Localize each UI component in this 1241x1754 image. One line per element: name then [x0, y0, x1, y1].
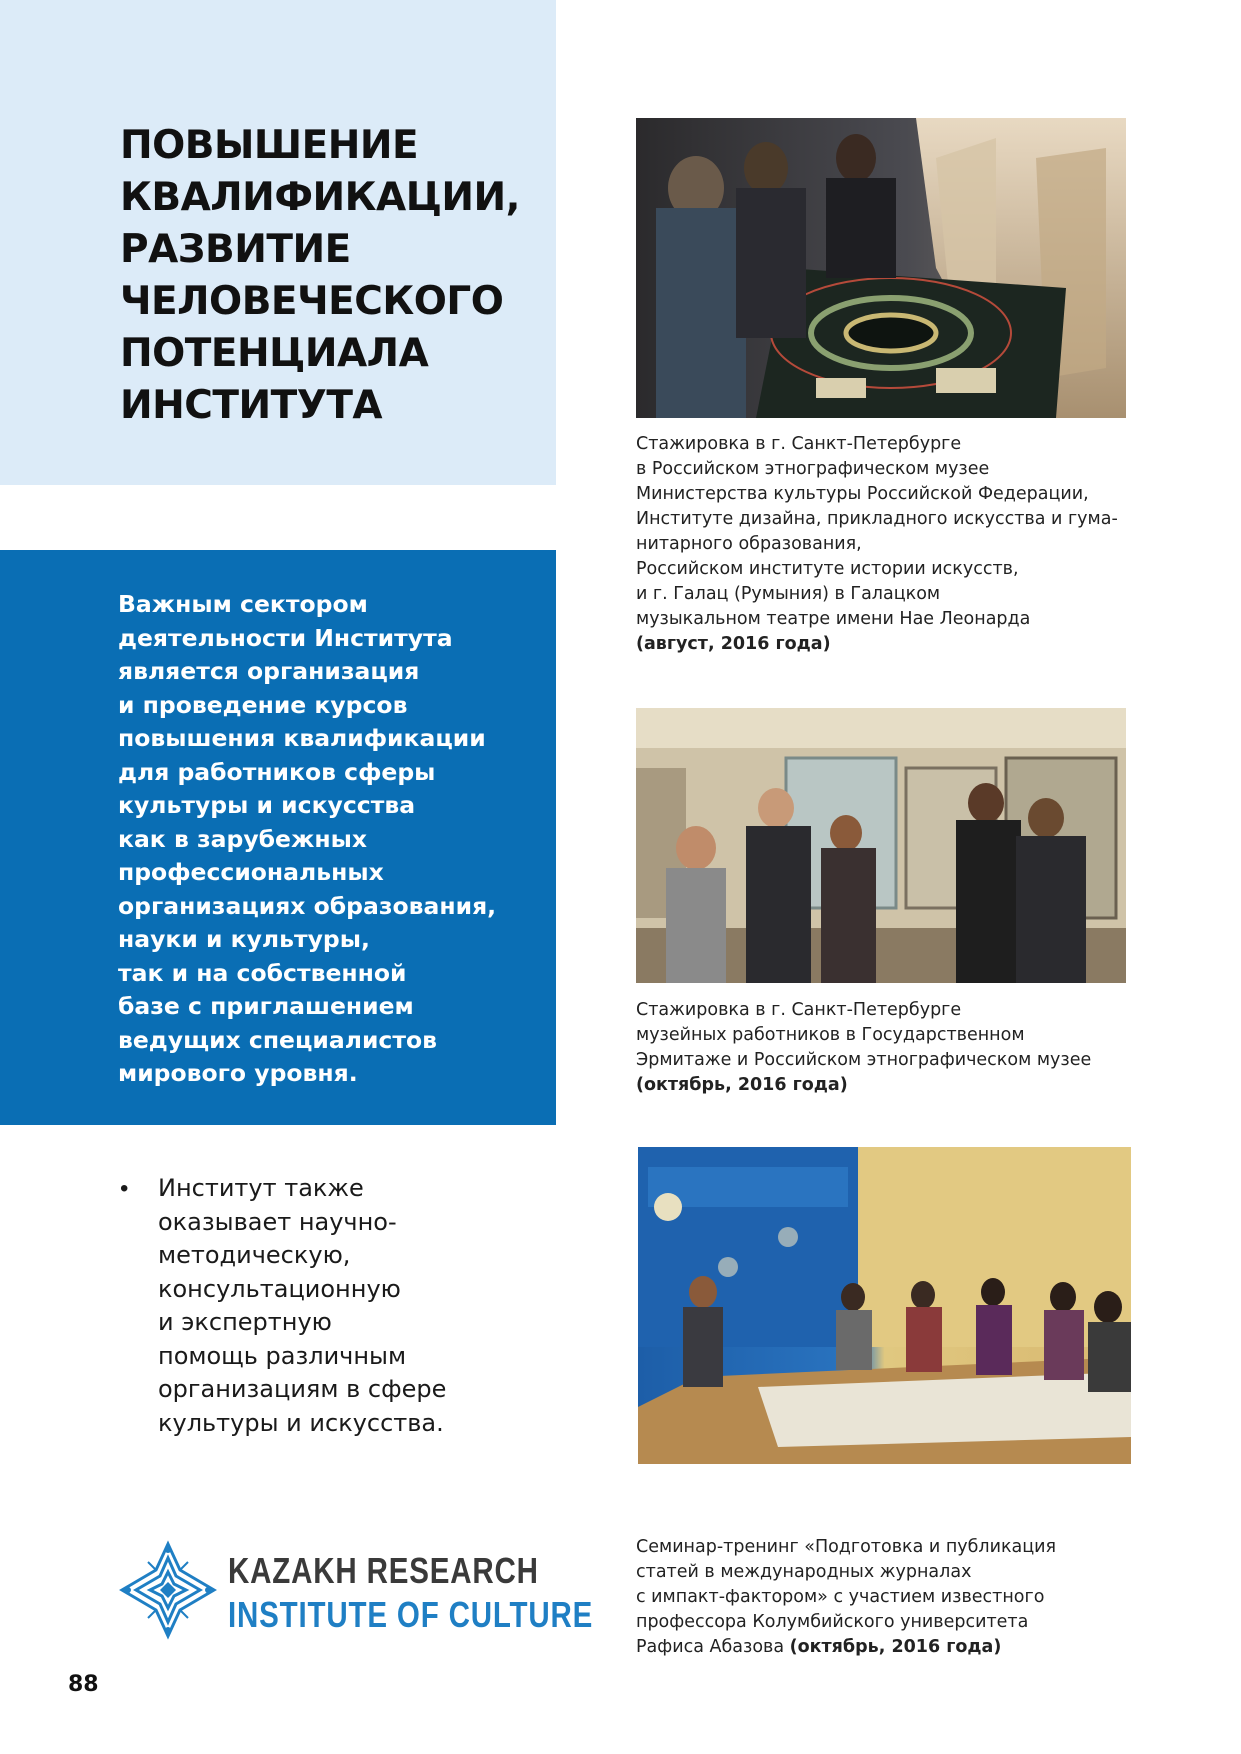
intro-line: организациях образования, — [118, 891, 497, 920]
page-title-line: ПОТЕНЦИАЛА — [120, 331, 429, 376]
intro-line: ведущих специалистов — [118, 1025, 437, 1054]
caption-3-line: статей в международных журналах — [636, 1562, 972, 1582]
caption-3-last-line — [636, 1635, 1001, 1660]
page-title-line: ПОВЫШЕНИЕ — [120, 123, 419, 168]
caption-1-date-text: (август, 2016 года) — [636, 634, 831, 654]
page-number: 88 — [68, 1672, 99, 1697]
intro-line: Важным сектором — [118, 590, 368, 618]
bullet-marker: • — [120, 1175, 129, 1202]
intro-line: для работников сферы — [118, 757, 436, 786]
caption-1-line: в Российском этнографическом музее — [636, 459, 990, 479]
intro-line: профессиональных — [118, 858, 384, 886]
bullet-text-line: методическую, — [158, 1241, 351, 1269]
caption-3-line: Семинар-тренинг «Подготовка и публикация — [636, 1537, 1057, 1557]
intro-line: является организация — [118, 657, 420, 685]
intro-line: мирового уровня. — [118, 1059, 358, 1087]
institute-logo — [118, 1540, 594, 1640]
intro-line: так и на собственной — [118, 958, 407, 987]
caption-1-line: Министерства культуры Российской Федерации, — [636, 484, 1089, 504]
logo-line-2: INSTITUTE OF CULTURE — [228, 1594, 594, 1635]
intro-line: деятельности Института — [118, 623, 453, 652]
caption-3-line: с импакт-фактором» с участием известного — [636, 1587, 1045, 1607]
page-title-line: КВАЛИФИКАЦИИ, — [120, 175, 520, 220]
caption-2-date-text: (октябрь, 2016 года) — [636, 1075, 848, 1095]
photo-seminar-training — [638, 1147, 1131, 1464]
caption-3-name: Рафиса Абазова — [636, 1637, 790, 1657]
page-title-line: ИНСТИТУТА — [120, 383, 383, 428]
caption-2-line: Эрмитаже и Российском этнографическом музее — [636, 1050, 1092, 1070]
bullet-text-line: Институт также — [158, 1174, 364, 1202]
caption-1-line: нитарного образования, — [636, 534, 862, 554]
bullet-text-line: культуры и искусства. — [158, 1408, 444, 1437]
intro-line: и проведение курсов — [118, 690, 408, 719]
bullet-text-line: и экспертную — [158, 1308, 332, 1336]
bullet-text-line: организациям в сфере — [158, 1375, 447, 1403]
caption-1-line: Российском институте истории искусств, — [636, 559, 1019, 579]
caption-2-line: музейных работников в Государственном — [636, 1025, 1025, 1045]
photo-museum-group — [636, 708, 1126, 983]
intro-line: науки и культуры, — [118, 925, 370, 953]
title-block — [0, 0, 556, 485]
caption-1-line: и г. Галац (Румыния) в Галацком — [636, 584, 941, 604]
bullet-text-line: помощь различным — [158, 1341, 407, 1370]
intro-line: как в зарубежных — [118, 824, 368, 853]
caption-1-line: Стажировка в г. Санкт-Петербурге — [636, 434, 962, 454]
caption-1-line: Институте дизайна, прикладного искусства и гума- — [636, 509, 1118, 529]
ornament-logo-icon — [118, 1540, 218, 1640]
page-title-line: ЧЕЛОВЕЧЕСКОГО — [120, 279, 504, 324]
intro-line: повышения квалификации — [118, 724, 486, 752]
page-title-line: РАЗВИТИЕ — [120, 227, 351, 272]
photo-museum-interactive-table — [636, 118, 1126, 418]
caption-1-date — [636, 632, 831, 657]
caption-3-line: профессора Колумбийского университета — [636, 1612, 1029, 1632]
caption-2-line: Стажировка в г. Санкт-Петербурге — [636, 1000, 962, 1020]
caption-2-date — [636, 1073, 848, 1098]
intro-block — [0, 550, 556, 1125]
logo-line-1: KAZAKH RESEARCH — [228, 1550, 539, 1591]
bullet-text-line: оказывает научно- — [158, 1207, 397, 1236]
caption-3-date-text: (октябрь, 2016 года) — [789, 1637, 1002, 1657]
intro-line: базе с приглашением — [118, 992, 414, 1020]
intro-line: культуры и искусства — [118, 791, 416, 819]
caption-1-line: музыкальном театре имени Нае Леонарда — [636, 609, 1031, 629]
bullet-text-line: консультационную — [158, 1274, 401, 1303]
